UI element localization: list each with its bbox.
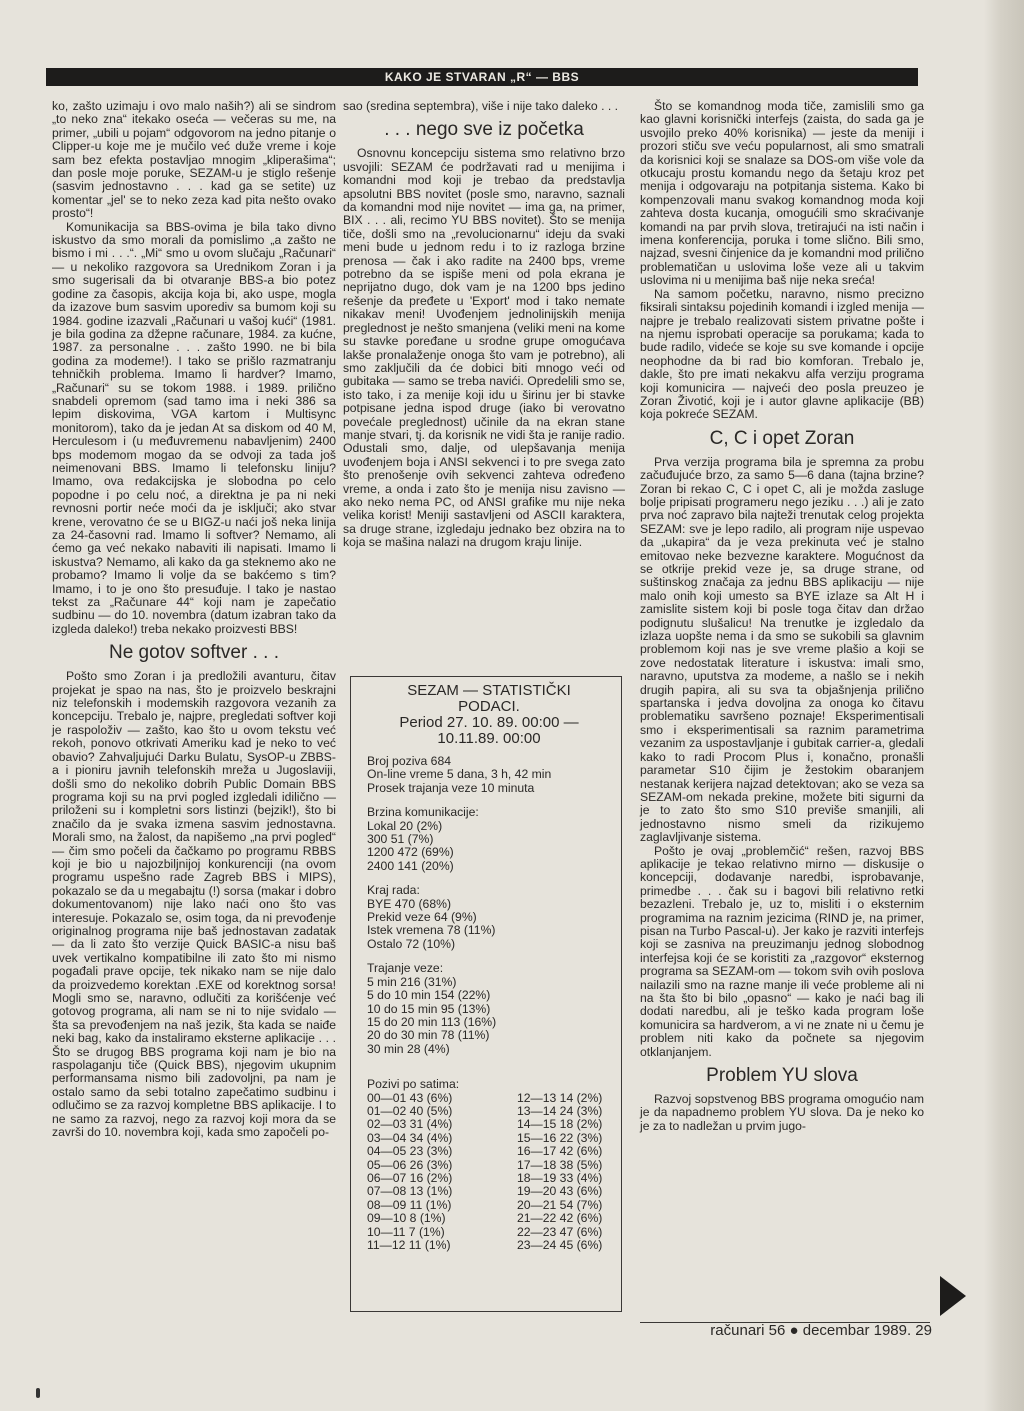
stats-line: 14—15 18 (2%) bbox=[517, 1117, 603, 1132]
stats-line: 30 min 28 (4%) bbox=[367, 1041, 450, 1056]
stats-line: Prosek trajanja veze 10 minuta bbox=[367, 780, 535, 795]
paragraph: Komunikacija sa BBS-ovima je bila tako divno iskustvo da smo morali da pomislimo „a zašto ne bismo i mi . . .“. „Mi“ smo u ovom slučaju „Računari“ — u nekoliko razgovora sa Urednikom Zoran i ja smo sugerisali da bi otvaranje BBS-a bio potez godine za časopis, akcija koja bi, ako uspe, mogla da izazove bum sasvim uporediv sa bumom koji su 1984. godine izazvali „Računari u vašoj kući“ (1981. je bila godina za džepne računare, 1984. za kućne, 1987. za personalne . . . zašto 1990. ne bi bila godina za modeme!). I tako se prišlo razmatranju tehničkih problema. Imamo li hardver? Imamo, „Računari“ su se tokom 1988. i 1989. prilično snabdeli opremom (sad tamo ima i neki 386 sa lepim diskovima, VGA kartom i Multisync monitorom), tako da je jedan At sa diskom od 40 M, Herculesom i (u međuvremenu nabavljenim) 2400 bps modemom mogao da se odvoji za tada još neimenovani BBS. Imamo li telefonsku liniju? Imamo, ova redakcijska je slobodna po celo popodne i po celu noć, a direktna je pa ni neki revnosni portir neće moći da je isključi; ako stvar krene, verovatno će se u BIGZ-u naći još neka linija za 24-časovni rad. Imamo li softver? Nemamo, ali ćemo ga već nekako nabaviti ili napisati. Imamo li iskustva? Nemamo, ali kako da ga steknemo ako ne probamo? Imamo li volje da se bakćemo s tim? Imamo, i to je ono što presuđuje. I tako je nastao tekst za „Računare 44“ koji nam je zapečatio sudbinu — do 10. novembra (datum izabran tako da izgleda daleko!) treba nekako proizvesti BBS! bbox=[52, 219, 336, 636]
paragraph: Osnovnu koncepciju sistema smo relativno brzo usvojili: SEZAM će podržavati rad u menijima i komandni mod koji je trebao da predstavlja apsolutni BBS novitet (posle smo, naravno, saznali da komandni mod nije novitet — ima ga, na primer, BIX . . . ali, recimo YU BBS novitet). Što se menija tiče, došli smo na „revolucionarnu“ ideju da svaki meni bude u jednom redu i to iz razloga brzine prenosa — čak i ako radite na 2400 bps, vreme potrebno da se ispiše meni od pola ekrana je neprijatno dugo, dok vam je na 1200 bps jedino rešenje da pređete u 'Export' mod i tako nemate nikakav meni! Uvođenjem jednolinijskih menija preglednost je nešto smanjena (veliki meni na kome su stavke poređane u srodne grupe omogućava lakše pronalaženje onoga što vam je potrebno), ali smo zaključili da će dobici biti mnogo veći od gubitaka — samo se treba navići. Opredelili smo se, isto tako, i za menije koji idu u širinu jer bi stavke potpisane jedna ispod druge (iako bi verovatno povećale preglednost) učinile da na ekran stane manje stvari, tj. da korisnik ne vidi šta je ranije radio. Odustali smo, dalje, od ulepšavanja menija uvođenjem boja i ANSI sekvenci i to pre svega zato što prenošenje ovih sekvenci zahteva određeno vreme, a onda i zato što je menija nisu zavisno — ako neko nema PC, od ANSI grafike mu nije neka velika korist! Meniji sastavljeni od ASCII karaktera, sa druge strane, izgledaju jednako bez obzira na to koja se mašina nalazi na drugom kraju linije. bbox=[343, 146, 625, 550]
stats-line: 00—01 43 (6%) bbox=[367, 1090, 453, 1105]
stats-line: Prekid veze 64 (9%) bbox=[367, 910, 477, 925]
hours-right-column bbox=[517, 1092, 617, 1253]
paragraph: Razvoj sopstvenog BBS programa omogućio nam je da napadnemo problem YU slova. Da je neko ko je za to nadležan u prvim jugo- bbox=[640, 1092, 924, 1133]
stats-line: 1200 472 (69%) bbox=[367, 845, 454, 860]
stats-line: 20 do 30 min 78 (11%) bbox=[367, 1028, 490, 1043]
stats-line: On-line vreme 5 dana, 3 h, 42 min bbox=[367, 767, 552, 782]
section-heading: . . . nego sve iz početka bbox=[384, 119, 584, 141]
column-middle bbox=[343, 100, 625, 550]
stats-line: 17—18 38 (5%) bbox=[517, 1157, 603, 1172]
stats-line: 300 51 (7%) bbox=[367, 832, 434, 847]
stats-line: 03—04 34 (4%) bbox=[367, 1130, 453, 1145]
stats-line: 01—02 40 (5%) bbox=[367, 1103, 453, 1118]
section-heading: C, C i opet Zoran bbox=[709, 427, 855, 449]
stats-line: 19—20 43 (6%) bbox=[517, 1184, 603, 1199]
stats-line: 2400 141 (20%) bbox=[367, 858, 454, 873]
stats-line: Broj poziva 684 bbox=[367, 754, 452, 768]
page-footer: računari 56 ● decembar 1989. 29 bbox=[710, 1322, 932, 1339]
stats-line: 06—07 16 (2%) bbox=[367, 1170, 453, 1185]
header-title: KAKO JE STVARAN „R“ — BBS bbox=[384, 70, 580, 84]
stats-line: 22—23 47 (6%) bbox=[517, 1224, 603, 1239]
stats-general bbox=[367, 755, 611, 795]
stats-line: Ostalo 72 (10%) bbox=[367, 936, 456, 951]
statistics-box bbox=[350, 676, 622, 1312]
stats-speed bbox=[367, 806, 611, 873]
stats-duration bbox=[367, 962, 611, 1056]
stats-line: Istek vremena 78 (11%) bbox=[367, 923, 496, 938]
stats-line: 02—03 31 (4%) bbox=[367, 1117, 453, 1132]
stats-title bbox=[367, 683, 611, 747]
stats-line: 09—10 8 (1%) bbox=[367, 1211, 446, 1226]
page-edge bbox=[984, 0, 1024, 1411]
hours-left-column bbox=[367, 1092, 517, 1253]
stats-title-line: 10.11.89. 00:00 bbox=[437, 730, 541, 747]
column-left bbox=[52, 100, 336, 1139]
stats-line: 5 min 216 (31%) bbox=[367, 974, 457, 989]
paragraph: ko, zašto uzimaju i ovo malo naših?) ali se sindrom „to neko zna“ itekako oseća — večeras su me, na primer, „ubili u pojam“ odgovorom na jedno pitanje o Clipper-u koje me je mučilo već duže vreme i koje sam bez efekta postavljao mnogim „kliperašima“; dan posle moje poruke, SEZAM-u je stiglo rešenje (sasvim jednostavno . . . kad ga se setite) uz komentar „jel' se to neko zeza kad pita nešto ovako prosto“! bbox=[52, 99, 336, 221]
stats-line: 08—09 11 (1%) bbox=[367, 1197, 452, 1212]
stats-title-line: Period 27. 10. 89. 00:00 — bbox=[399, 714, 579, 731]
paragraph: Što se komandnog moda tiče, zamislili smo ga kao glavni korisnički interfejs (zaista, do sada ga je usvojilo preko 40% korisnika) — jeste da meniji i prozori stiču sve veću popularnost, ali smo smatrali da korisnici koji se snalaze sa DOS-om više vole da otkucaju prostu komandu nego da šetaju kroz pet menija i odgovaraju na potpitanja sistema. Kako bi kompenzovali manu svakog komandnog moda koji zahteva dosta kucanja, omogućili smo skraćivanje komandi na par prvih slova, tretirajući na isti način i imena konferencija, poruka i tome slično. Bili smo, najzad, svesni činjenice da je komandni mod prilično problematičan u uslovima loše veze ali u takvim uslovima ni u menijima baš nije neka sreća! bbox=[640, 99, 924, 288]
stats-line: 15—16 22 (3%) bbox=[517, 1130, 603, 1145]
paragraph: Pošto je ovaj „problemčić“ rešen, razvoj BBS aplikacije je tekao relativno mirno — diskusije o koncepciji, dodavanje naredbi, isprobavanje, primedbe . . . čak su i bagovi bili relativno retki bezazleni. Trebalo je, uz to, misliti i o eksternim programima na raznim jezicima (RIND je, na primer, pisan na Turbo Pascal-u). Jer kako je razviti interfejs koji se zasniva na preuzimanju jednog slobodnog interfejsa koji će se koristiti za „razgovor“ eksternog programa sa SEZAM-om — tokom svih ovih poslova nailazili smo na razne manje ili veće probleme ali ni na šta što bi bilo „opasno“ — kako je naći bag ili dodati naredbu, ali je teško kada program loše komunicira sa hardverom, a vi ne znate ni u čemu je problem niti kako da počnete sa njegovim otklanjanjem. bbox=[640, 843, 924, 1059]
stats-line: 12—13 14 (2%) bbox=[517, 1090, 603, 1105]
ink-mark bbox=[36, 1388, 40, 1398]
stats-title-line: SEZAM — STATISTIČKI bbox=[407, 682, 571, 699]
stats-label: Kraj rada: bbox=[367, 883, 420, 898]
stats-line: 20—21 54 (7%) bbox=[517, 1197, 603, 1212]
paragraph: Pošto smo Zoran i ja predložili avanturu, čitav projekat je spao na nas, što je proizvelo beskrajni niz telefonskih i modemskih razgovora vezanih za koncepciju. Trebalo je, najpre, pregledati softver koji je raspoloživ — zašto, kao što u ovom tekstu već rekoh, ponovo otkrivati Ameriku kad je neko to već obavio? Zahvaljujući Darku Bulatu, SysOP-u ZBBS-a i pioniru javnih telefonskih mreža u Jugoslaviji, došli smo do nekoliko dobrih Public Domain BBS programa koji su na prvi pogled izgledali idilično — priloženi su i kompletni sors listinzi (bejzik!), što bi značilo da je svaka izmena sasvim jednostavna. Morali smo, na žalost, da napišemo „na prvi pogled“ — čim smo počeli da čačkamo po programu RBBS koji je bio u najozbiljnijoj konkurenciji (na ovom programu uspešno rade Zagreb BBS i MIPS), pokazalo se da u megabajtu (!) sorsa (makar i dobro dokumentovanom) nije lako naći ono što vas interesuje. Pokazalo se, osim toga, da ni prevođenje originalnog programa nije baš jednostavan zadatak — da li zato što verzije Quick BASIC-a nisu baš uvek vertikalno kompatibilne ili zato što mi nismo pogađali prave opcije, tek nikako nam se nije dalo da proizvedemo korektan .EXE od korektnog sorsa! Mogli smo se, naravno, odlučiti za korišćenje već gotovog programa, ali nam se ni to nije svidalo — šta sa prevođenjem na naš jezik, šta kada se naiđe neki bag, kako da instaliramo eksterne aplikacije . . . Što se drugog BBS programa koji nam je bio na raspolaganju tiče (Quick BBS), njegovim ukupnim performansama nismo bili zadovoljni, pa nam je ostalo samo da sebi totalno zapečatimo sudbinu i odlučimo se za razvoj kompletne BBS aplikacije. I to ne samo za razvoj, nego za razvoj koji mora da se završi do 10. novembra koji, kada smo započeli po- bbox=[52, 669, 336, 1140]
stats-end bbox=[367, 884, 611, 951]
stats-label: Brzina komunikacije: bbox=[367, 805, 479, 820]
stats-line: 16—17 42 (6%) bbox=[517, 1144, 603, 1159]
page-header bbox=[46, 68, 918, 86]
stats-line: 11—12 11 (1%) bbox=[367, 1238, 451, 1252]
paragraph: Prva verzija programa bila je spremna za probu začuđujuće brzo, za samo 5—6 dana (tajna brzine? Zoran bi rekao C, C i opet C, ali je možda zasluge bolje pripisati programeru nego jeziku . . .) ali je zato prva noć zapravo bila najteži trenutak celog projekta SEZAM: sve je lepo radilo, ali program nije uspevao da „ukapira“ da je veza prekinuta već je stalno emitovao neke bezvezne karaktere. Mogućnost da se otkrije prekid veze je, sa druge strane, od suštinskog značaja za jednu BBS aplikaciju — nije malo onih koji umesto sa BYE izlaze sa Alt H i zamislite sistem koji bi posle toga čitav dan držao podignutu slušalicu! Na trenutke je izgledalo da izlaza uopšte nema i da smo se sukobili sa glavnim problemom koji nas je sve vreme plašio a koji se zove nedostatak literature i iskustva: imali smo, naravno, uputstva za modeme, a našlo se i nekih drugih papira, ali su sva ta objašnjenja prilično spartanska i jedva dovoljna za onoga ko čitavu problematiku savršeno poznaje! Eksperimentisali smo i eksperimentisali sa raznim parametrima vezanim za uspostavljanje i gubitak carrier-a, gledali kako to radi Procom Plus i, konačno, pronašli parametar S10 čijim je žestokim obaranjem nestanak kerijera najzad detektovan; ako se veza sa SEZAM-om nekada prekine, možete biti sigurni da je to zato što smo S10 previše smanjili, ali jednostavno nismo smeli da rizikujemo zaglavljivanje sistema. bbox=[640, 454, 924, 845]
stats-line: 04—05 23 (3%) bbox=[367, 1144, 453, 1159]
stats-line: 18—19 33 (4%) bbox=[517, 1170, 603, 1185]
stats-line: Lokal 20 (2%) bbox=[367, 818, 443, 833]
stats-line: 10—11 7 (1%) bbox=[367, 1224, 445, 1239]
stats-line: 5 do 10 min 154 (22%) bbox=[367, 988, 491, 1003]
stats-line: 05—06 26 (3%) bbox=[367, 1157, 453, 1172]
stats-hours-grid bbox=[367, 1092, 611, 1253]
section-heading: Problem YU slova bbox=[706, 1065, 858, 1087]
stats-line: 10 do 15 min 95 (13%) bbox=[367, 1001, 491, 1016]
stats-label: Trajanje veze: bbox=[367, 961, 444, 976]
stats-label: Pozivi po satima: bbox=[367, 1077, 460, 1092]
stats-title-line: PODACI. bbox=[458, 698, 520, 715]
stats-line: 15 do 20 min 113 (16%) bbox=[367, 1014, 497, 1029]
continue-arrow-icon bbox=[940, 1276, 966, 1316]
stats-line: 13—14 24 (3%) bbox=[517, 1103, 603, 1118]
stats-line: 23—24 45 (6%) bbox=[517, 1238, 603, 1252]
section-heading: Ne gotov softver . . . bbox=[108, 642, 280, 664]
paragraph: sao (sredina septembra), više i nije tako daleko . . . bbox=[343, 99, 619, 113]
stats-line: 21—22 42 (6%) bbox=[517, 1211, 603, 1226]
column-right bbox=[640, 100, 924, 1133]
stats-line: 07—08 13 (1%) bbox=[367, 1184, 453, 1199]
stats-line: BYE 470 (68%) bbox=[367, 896, 452, 911]
paragraph: Na samom početku, naravno, nismo precizno fiksirali sintaksu pojedinih komandi i izgled menija — najpre je trebalo realizovati sistem privatne pošte i na njemu isprobati operacije sa porukama; kada to bude radilo, videće se koje su sve komande i opcije neophodne da bi rad bio komforan. Trebalo je, dakle, što pre imati nekakvu alfa verziju programa koji komunicira — najveći deo posla preuzeo je Zoran Životić, koji je i autor glavne aplikacije (BB) koja pokreće SEZAM. bbox=[640, 286, 924, 422]
